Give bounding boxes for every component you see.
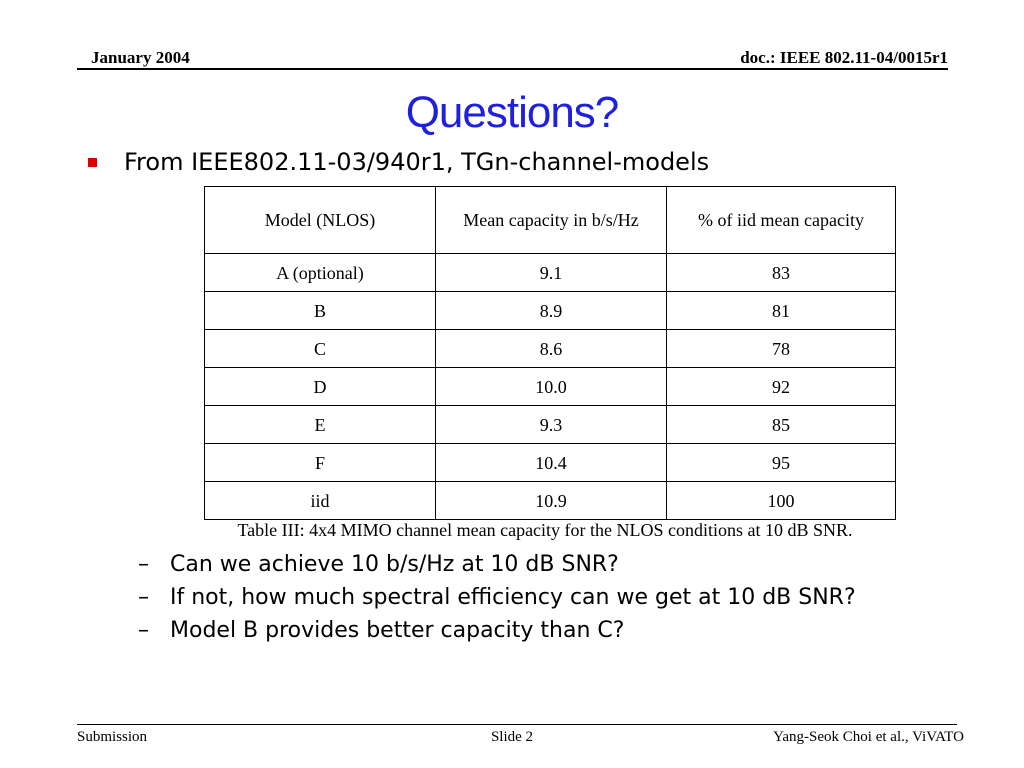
capacity-table: [204, 186, 896, 520]
table-cell: 81: [667, 292, 896, 330]
sub-bullet-text: Model B provides better capacity than C?: [170, 618, 625, 643]
column-header-mean-capacity: Mean capacity in b/s/Hz: [436, 187, 667, 254]
table-cell: 8.6: [436, 330, 667, 368]
square-bullet-icon: [88, 158, 97, 167]
table-cell: 100: [667, 482, 896, 520]
table-header-row: [205, 187, 896, 254]
sub-bullet-list: [138, 552, 898, 651]
table-cell: 95: [667, 444, 896, 482]
dash-bullet-icon: –: [138, 618, 149, 643]
table-cell: 78: [667, 330, 896, 368]
column-header-model: Model (NLOS): [205, 187, 436, 254]
table-row: [205, 406, 896, 444]
sub-bullet-text: If not, how much spectral efficiency can we get at 10 dB SNR?: [170, 585, 856, 610]
table-cell: B: [205, 292, 436, 330]
slide-title: Questions?: [405, 88, 619, 137]
table-cell: 10.0: [436, 368, 667, 406]
header-doc-id: doc.: IEEE 802.11-04/0015r1: [740, 48, 948, 67]
dash-bullet-icon: –: [138, 585, 149, 610]
bullet-item: [88, 148, 709, 176]
sub-bullet-item: [138, 552, 898, 577]
table-cell: 9.3: [436, 406, 667, 444]
table-cell: 10.4: [436, 444, 667, 482]
table-cell: F: [205, 444, 436, 482]
table-row: [205, 292, 896, 330]
column-header-percent-iid: % of iid mean capacity: [667, 187, 896, 254]
table-cell: E: [205, 406, 436, 444]
table-cell: D: [205, 368, 436, 406]
table-cell: A (optional): [205, 254, 436, 292]
header-rule: [77, 68, 948, 70]
sub-bullet-text: Can we achieve 10 b/s/Hz at 10 dB SNR?: [170, 552, 619, 577]
table-row: [205, 254, 896, 292]
table-cell: 83: [667, 254, 896, 292]
table-cell: iid: [205, 482, 436, 520]
sub-bullet-item: [138, 585, 898, 610]
table-cell: 10.9: [436, 482, 667, 520]
footer-author: Yang-Seok Choi et al., ViVATO: [773, 729, 964, 745]
table-cell: 8.9: [436, 292, 667, 330]
footer-submission: Submission: [77, 729, 148, 745]
table-row: [205, 482, 896, 520]
footer-rule: [77, 724, 957, 725]
footer-slide-number: Slide 2: [490, 729, 534, 745]
table-row: [205, 330, 896, 368]
table-caption: Table III: 4x4 MIMO channel mean capacity for the NLOS conditions at 10 dB SNR.: [237, 520, 853, 540]
table-cell: C: [205, 330, 436, 368]
bullet-text: From IEEE802.11-03/940r1, TGn-channel-models: [124, 148, 710, 176]
table-cell: 85: [667, 406, 896, 444]
table-row: [205, 444, 896, 482]
dash-bullet-icon: –: [138, 552, 149, 577]
table-cell: 92: [667, 368, 896, 406]
table-cell: 9.1: [436, 254, 667, 292]
sub-bullet-item: [138, 618, 898, 643]
table-row: [205, 368, 896, 406]
header-date: January 2004: [91, 48, 190, 67]
